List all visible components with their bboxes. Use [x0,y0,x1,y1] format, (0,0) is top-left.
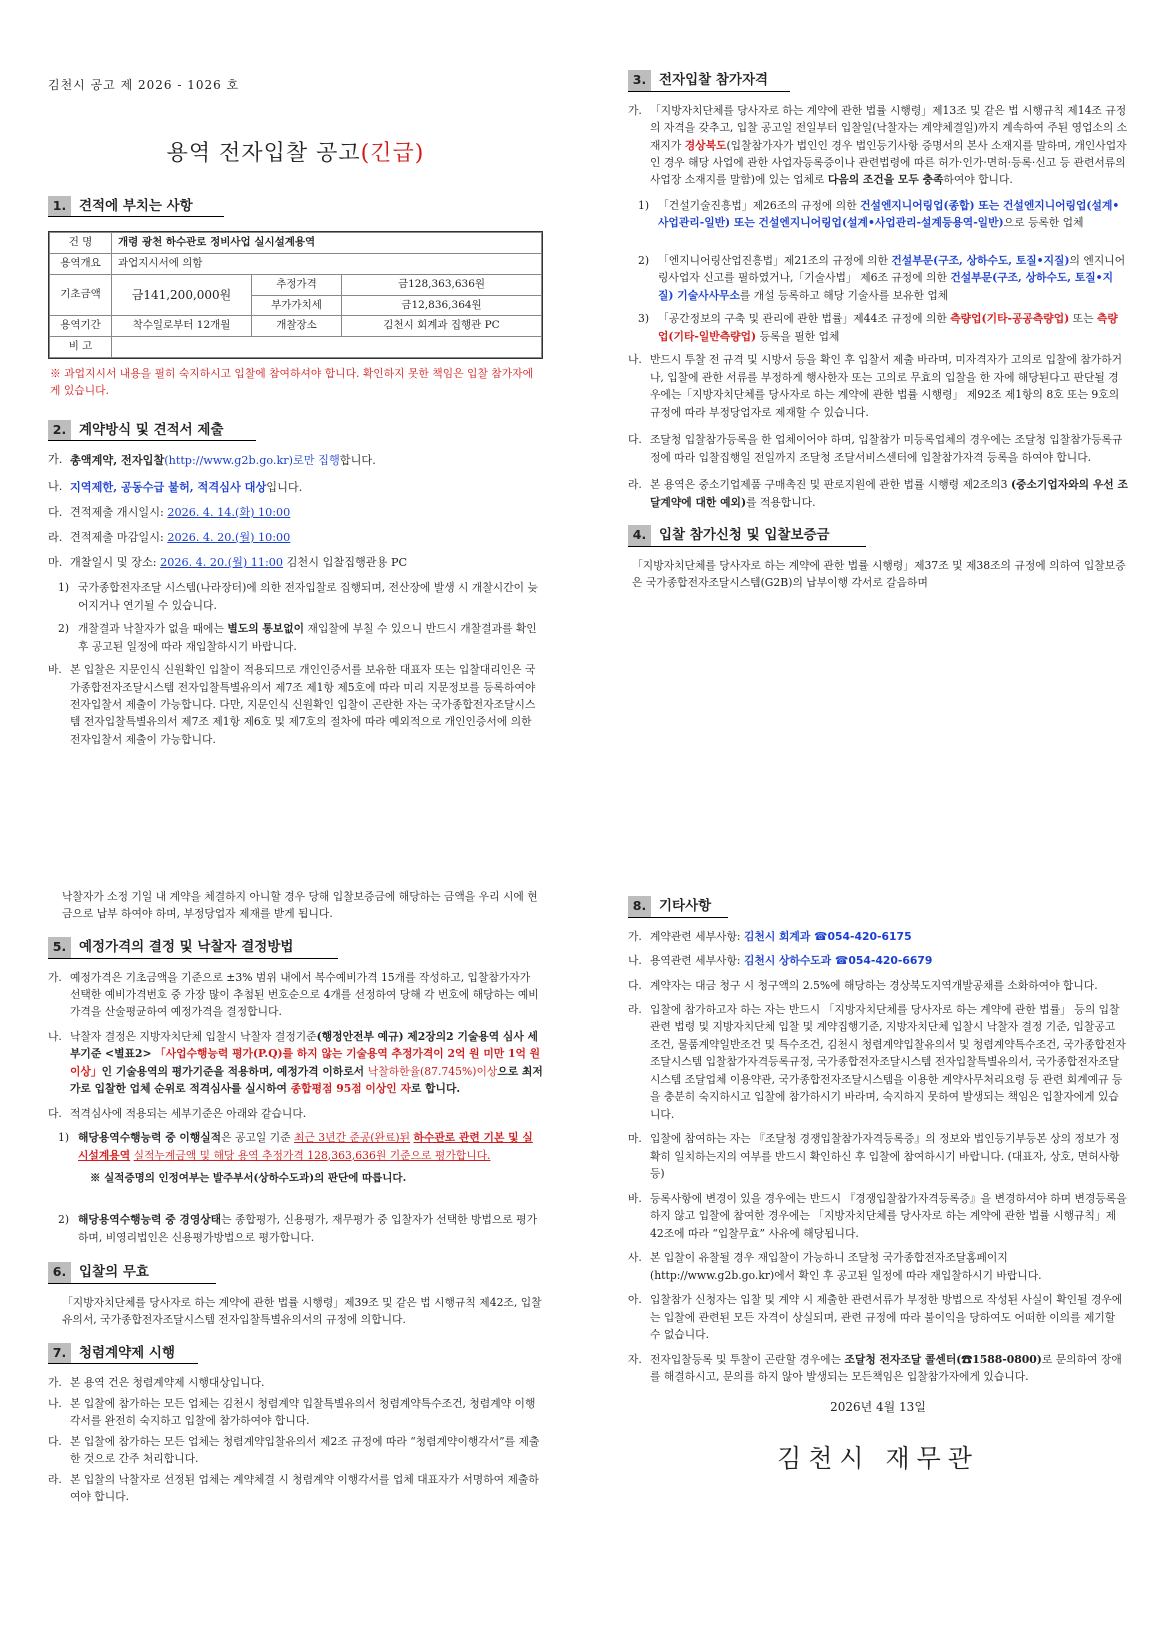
item-text: 로 문의하여 장애를 해결하시고, 문의를 하지 않아 발생되는 모든책임은 입찰참가자에게 있습니다. [650,1352,1122,1384]
item-marker: 나. [48,1396,62,1410]
license-type: 건설부문(구조, 상하수도, 토질•지질) [891,253,1070,267]
call-center: 조달청 전자조달 콜센터(☎1588-0800) [844,1352,1042,1366]
item-text: 입찰에 참여하는 자는 『조달청 경쟁입찰참가자격등록증』의 정보와 법인등기부등본 상의 정보가 정확히 일치하는지의 여부를 반드시 확인하신 후 입찰에 참여하시기 바랍니다. (대표자, 상호, 면허사항 등) [650,1132,1120,1181]
item-7-da [48,1433,543,1468]
section-2-heading [48,420,256,442]
item-text-bold: 으로 최저가로 입찰한 업체 순위로 적격심사를 실시하여 [70,1064,543,1096]
item-text: 「건설기술진흥법」제26조의 규정에 의한 [658,198,861,212]
item-text: 전자입찰등록 및 투찰이 곤란할 경우에는 [650,1352,845,1366]
item-3-ga [628,102,1128,189]
item-marker: 나. [628,954,642,968]
table-label: 용역개요 [50,254,112,275]
item-marker: 마. [48,555,63,569]
item-text: 개찰결과 낙찰자가 없을 때에는 [78,622,228,636]
item-marker: 다. [48,505,63,519]
bottom-right-column [628,896,1128,1480]
deadline-datetime: 2026. 4. 20.(월) 10:00 [167,530,291,544]
license-type: 측량업(기타-일반측량업) [658,312,1118,343]
item-2-ba [48,661,543,748]
table-label: 비 고 [50,337,112,358]
item-text: 계약관련 세부사항: [650,929,744,943]
item-8-na [628,952,1128,969]
item-marker: 2) [638,253,650,267]
item-4-continued: 낙찰자가 소정 기일 내 계약을 체결하지 아니할 경우 당해 입찰보증금에 해당하는 금액을 우리 시에 현금으로 납부 하여야 하며, 부정당업자 제재를 받게 됩니다. [62,890,538,921]
item-8-a [628,1291,1128,1343]
item-3-da [628,431,1128,466]
item-8-ba [628,1190,1128,1242]
item-5-na [48,1028,543,1098]
table-label: 개찰장소 [252,316,342,337]
bid-info-table [48,231,543,359]
item-marker: 1) [58,1131,70,1145]
section-number: 4. [628,525,651,546]
project-name: 개령 광천 하수관로 정비사업 실시설계용역 [112,233,542,254]
item-marker: 가. [628,103,642,117]
base-amount: 금141,200,000원 [112,274,252,316]
item-2-ra [48,529,543,547]
item-text: 적격심사에 적용되는 세부기준은 아래와 같습니다. [70,1106,307,1120]
title-main: 용역 전자입찰 공고 [166,141,361,167]
item-marker: 3) [638,312,650,326]
service-contact: 김천시 상하수도과 ☎054-420-6679 [743,954,933,968]
license-type: 측량업(기타-공공측량업) [950,312,1070,326]
item-text: 견적제출 마감일시: [70,530,168,544]
section-number: 6. [48,1262,71,1283]
item-text: 등록사항에 변경이 있을 경우에는 반드시 『경쟁입찰참가자격등록증』을 변경하셔야 하며 변경등록을 하지 않고 입찰에 참여한 경우에는 「지방자치단체를 당사자로 하는 계약에 관한 법률 시행규칙」제42조에 따라 “입찰무효” 사유에 해당됩니다. [650,1191,1127,1240]
item-marker: 바. [628,1191,642,1205]
item-2-ma-1 [48,579,543,614]
performance-basis: 실적누계금액 및 해당 용역 추정가격 128,363,636원 기준으로 평가합니다. [133,1148,491,1162]
evaluation-standard: 「사업수행능력 평가(P.Q)를 하지 않는 기술용역 추정가격이 2억 원 미만 1억 원 이상」 [70,1047,541,1078]
item-3-na [628,351,1128,421]
item-text-bold: (행정안전부 예규) 제2장의2 기술용역 심사 세부기준 <별표2> [70,1029,538,1061]
section-number: 2. [48,420,71,441]
item-marker: 사. [628,1251,642,1265]
item-2-da [48,504,543,522]
item-marker: 2) [58,1213,70,1227]
table-label: 부가가치세 [252,295,342,316]
item-text: 김천시 입찰집행관용 PC [283,555,408,569]
g2b-link[interactable]: (http://www.g2b.go.kr)로만 집행 [164,454,340,468]
section-6-heading [48,1262,216,1284]
section-5-heading [48,937,338,959]
contract-type: 총액계약, 전자입찰 [70,453,165,468]
section-number: 7. [48,1343,71,1364]
item-text: 낙찰자 결정은 지방자치단체 입찰시 낙찰자 결정기준 [70,1029,317,1043]
item-text: 예정가격은 기초금액을 기준으로 ±3% 범위 내에서 복수예비가격 15개를 작성하고, 입찰참가자가 선택한 예비가격번호 중 가장 많이 추첨된 번호순으로 4개를 선정하여 당해 각 번호에 해당하는 예비가격을 산술평균하여 예정가격을 결정합니다. [70,970,539,1019]
item-3-3 [628,310,1128,345]
item-marker: 가. [48,453,63,467]
performance-period: 최근 3년간 준공(완료)된 [293,1131,411,1145]
item-5-ga [48,969,543,1021]
item-marker: 바. [48,663,62,677]
section-title: 기타사항 [659,898,712,914]
performance-field: 하수관로 관련 기본 및 실시설계용역 [78,1131,533,1162]
item-8-ra [628,1001,1128,1123]
bid-conditions: 지역제한, 공동수급 불허, 적격심사 대상 [70,479,267,494]
table-label: 건 명 [50,233,112,254]
item-text: 국가종합전자조달 시스템(나라장터)에 의한 전자입찰로 집행되며, 전산장에 발생 시 개찰시간이 늦어지거나 연기될 수 있습니다. [78,581,538,612]
item-text: 조달청 입찰참가등록을 한 업체이어야 하며, 입찰참가 미등록업체의 경우에는 조달청 입찰참가등록규정에 따라 입찰집행일 전일까지 조달청 조달서비스센터에 입찰참가자격 등록을 하여야 합니다. [650,433,1123,464]
section-number: 1. [48,196,71,217]
table-label: 기초금액 [50,274,112,316]
item-marker: 아. [628,1293,642,1307]
section-4-heading [628,525,866,547]
item-8-da [628,977,1128,994]
item-marker: 다. [48,1106,62,1120]
item-marker: 마. [628,1132,642,1146]
item-marker: 가. [628,929,642,943]
opening-place: 김천시 회계과 집행관 PC [342,316,542,337]
section-number: 8. [628,896,651,917]
item-8-ma [628,1130,1128,1182]
contract-contact: 김천시 회계과 ☎054-420-6175 [743,929,912,943]
item-7-ga [48,1374,543,1391]
bottom-left-column [48,888,543,1509]
item-marker: 가. [48,970,62,984]
item-marker: 라. [628,1003,642,1016]
section-3-heading [628,70,790,92]
item-8-ja [628,1351,1128,1386]
item-text: 계약자는 대금 청구 시 청구액의 2.5%에 해당하는 경상북도지역개발공채를 소화하여야 합니다. [650,978,1098,992]
item-marker: 1) [58,581,70,595]
title-urgent: (긴급) [360,141,425,167]
item-text: 본 입찰은 지문인식 신원확인 입찰이 적용되므로 개인인증서를 보유한 대표자 또는 입찰대리인은 국가종합전자조달시스템 전자입찰특별유의서 제7조 제1항 제5호에 따라 미리 지문정보를 등록하여야 전자입찰서 제출이 가능합니다. 다만, 지문인식 신원확인 입찰이 곤란한 자는 국가종합전자조달시스템 전자입찰특별유의서 제7조 제1항 제6호 및 제7호의 절차에 따라 예외적으로 개인인증서에 의한 전자입찰서 제출이 가능합니다. [70,663,536,746]
item-5-da-2 [48,1211,543,1246]
signer: 김천시 재무관 [777,1444,979,1474]
item-7-ra [48,1471,543,1506]
section-7-heading [48,1343,198,1365]
item-5-note: ※ 실적증명의 인정여부는 발주부서(상하수도과)의 판단에 따릅니다. [90,1172,407,1185]
item-text: 본 용역은 중소기업제품 구매촉진 및 판로지원에 관한 법률 시행령 제2조의3 [650,478,1011,492]
item-2-ma-2 [48,620,543,655]
pass-score: 종합평점 95점 이상인 자 [290,1082,411,1096]
item-text: (입찰참가자가 법인인 경우 법인등기사항 증명서의 본사 소재지를 말하며, 개인사업자인 경우 해당 사업에 관한 사업자등록증이나 관련법령에 따른 허가·인가·면허·등록·신고 등 관련서류의 사업장 소재지를 말함)에 있는 업체로 [650,138,1127,187]
region-name: 경상북도 [684,138,727,152]
item-8-ga [628,928,1128,945]
item-text-bold: 별도의 통보없이 [227,622,305,636]
item-text: 개찰일시 및 장소: [70,555,161,569]
item-4-text: 「지방자치단체를 당사자로 하는 계약에 관한 법률 시행령」제37조 및 제38조의 규정에 의하여 입찰보증은 국가종합전자조달시스템(G2B)의 납부이행 각서로 갈음하며 [632,558,1126,590]
opening-datetime: 2026. 4. 20.(월) 11:00 [160,555,284,569]
item-2-na [48,478,543,497]
section-number: 5. [48,937,71,958]
item-text: 의 엔지니어링사업자 신고를 필하였거나,「기술사법」 제6조 규정에 의한 [658,253,1126,285]
item-text: 본 용역 건은 청렴계약제 시행대상입니다. [70,1376,265,1390]
item-marker: 나. [48,1029,62,1043]
item-7-na [48,1395,543,1430]
remarks [112,337,542,358]
page-title [48,141,543,167]
lower-limit-rate: 낙찰하한율(87.745%)이상 [367,1064,498,1078]
item-3-1 [628,197,1128,232]
item-text-bold: 해당용역수행능력 중 경영상태 [78,1213,222,1227]
top-right-column [628,70,1128,592]
item-6-text: 「지방자치단체를 당사자로 하는 계약에 관한 법률 시행령」제39조 및 같은 법 시행규칙 제42조, 입찰유의서, 국가종합전자조달시스템 전자입찰특별유의서의 규정에 의합니다. [62,1295,542,1327]
item-marker: 라. [48,530,63,544]
item-text: 재입찰에 부칠 수 있으니 반드시 개찰결과를 확인 후 공고된 일정에 따라 재입찰하시기 바랍니다. [78,622,537,653]
item-text: 용역관련 세부사항: [650,954,744,968]
item-marker: 다. [628,978,642,992]
item-marker: 자. [628,1352,642,1366]
item-8-sa [628,1249,1128,1284]
item-text: 「지방자치단체를 당사자로 하는 계약에 관한 법률 시행령」제13조 및 같은 법 시행규칙 제14조 규정의 자격을 갖추고, 입찰 공고일 전일부터 입찰일(낙찰자는 계약체결일)까지 계속하여 주된 영업소의 소재지가 [650,103,1128,152]
vat-amount: 금12,836,364원 [342,295,542,316]
item-text-bold: (중소기업자와의 우선 조달계약에 대한 예외) [650,478,1128,509]
section-title: 전자입찰 참가자격 [659,72,769,88]
item-marker: 나. [628,353,642,367]
item-text-bold: 다음의 조건을 모두 충족 [827,173,944,187]
section-title: 입찰 참가신청 및 입찰보증금 [659,527,830,544]
table-warning: ※ 과업지시서 내용을 필히 숙지하시고 입찰에 참여하셔야 합니다. 확인하지 못한 책임은 입찰 참가자에게 있습니다. [50,366,534,398]
item-text-bold: 로 합니다. [410,1082,461,1096]
project-overview: 과업지시서에 의함 [112,254,542,275]
top-left-column [48,76,543,755]
section-title: 청렴계약제 시행 [79,1344,175,1361]
item-text: 견적제출 개시일시: [70,505,168,519]
start-datetime: 2026. 4. 14.(화) 10:00 [167,505,291,519]
item-text: 입니다. [266,480,303,494]
item-marker: 라. [628,478,642,492]
item-marker: 1) [638,198,650,212]
item-text: 는 종합평가, 신용평가, 재무평가 중 입찰자가 선택한 방법으로 평가하며, 비영리법인은 신용평가방법으로 평가합니다. [78,1213,538,1244]
table-label: 용역기간 [50,316,112,337]
section-1-heading [48,196,224,218]
estimated-price: 금128,363,636원 [342,274,542,295]
item-text: 를 적용합니다. [746,495,816,509]
item-text: 본 입찰의 낙찰자로 선정된 업체는 계약체결 시 청렴계약 이행각서를 업체 대표자가 서명하여 제출하여야 합니다. [70,1472,539,1504]
item-2-ma [48,554,543,572]
item-text-bold: 인 기술용역의 평가기준을 적용하며, 예정가격 이하로서 [101,1064,368,1078]
item-5-da [48,1105,543,1122]
item-text: 합니다. [339,454,376,468]
item-text: 「공간정보의 구축 및 관리에 관한 법률」제44조 규정에 의한 [658,312,951,326]
item-3-2 [628,252,1128,304]
item-text: 입찰참가 신청자는 입찰 및 계약 시 제출한 관련서류가 부정한 방법으로 작성된 사실이 확인될 경우에는 입찰에 관련된 모든 자격이 상실되며, 관련 규정에 따라 불이익을 당하여도 어떠한 이의를 제기할 수 없습니다. [650,1293,1123,1342]
item-text: 를 개설 등록하고 해당 기술사를 보유한 업체 [739,288,949,302]
item-marker: 2) [58,622,70,636]
table-label: 추정가격 [252,274,342,295]
license-type: 건설부문(구조, 상하수도, 토질•지질) 기술사사무소 [658,271,1114,302]
notice-date: 2026년 4월 13일 [830,1399,926,1414]
notice-number: 김천시 공고 제 2026 - 1026 호 [48,78,240,92]
section-title: 입찰의 무효 [79,1264,149,1281]
section-title: 견적에 부치는 사항 [79,197,193,214]
item-marker: 나. [48,479,63,493]
item-text: 입찰에 참가하고자 하는 자는 반드시 「지방자치단체를 당사자로 하는 계약에 관한 법률」 등의 입찰관련 법령 및 지방자치단체 입찰 및 계약집행기준, 지방자치단체 입찰시 낙찰자 결정 기준, 입찰공고 조건, 물품계약일반조건 및 특수조건, 김천시 청렴계약입찰유의서 및 청렴계약특수조건, 국가종합전자조달시스템 입찰참가자격등록규정, 국가종합전자조달시스템 전자입찰특별유의서, 국가종합전자조달시스템 조달업체 이용약관, 국가종합전자조달시스템을 이용한 계약사무처리요령 등 관련 회계예규 등을 충분히 숙지하시고 입찰에 참가하시기 바라며, 숙지하지 못하여 발생되는 책임은 입찰자에게 있습니다. [650,1003,1126,1121]
license-type: 건설엔지니어링업(종합) 또는 건설엔지니어링업(설계•사업관리-일반) 또는 건설엔지니어링업(설계•사업관리-설계등용역-일반) [658,198,1120,230]
item-text: 본 입찰이 유찰될 경우 재입찰이 가능하니 조달청 국가종합전자조달홈페이지(http://www.g2b.go.kr)에서 확인 후 공고된 일정에 따라 재입찰하시기 바랍니다. [650,1251,1042,1282]
item-3-ra [628,476,1128,511]
item-text: 본 입찰에 참가하는 모든 업체는 청렴계약입찰유의서 제2조 규정에 따라 “청렴계약이행각서”를 제출한 것으로 간주 처리합니다. [70,1434,540,1466]
item-text-bold: 해당용역수행능력 중 이행실적 [78,1131,222,1145]
item-text: 등록을 필한 업체 [756,329,840,343]
item-text: 은 공고일 기준 [221,1131,294,1145]
item-text: 하여야 합니다. [943,173,1013,187]
item-text: 으로 등록한 업체 [1003,216,1084,230]
item-text: 「엔지니어링산업진흥법」제21조의 규정에 의한 [658,253,892,267]
service-period: 착수일로부터 12개월 [112,316,252,337]
section-8-heading [628,896,728,918]
item-marker: 다. [48,1434,62,1448]
item-2-ga [48,451,543,470]
item-marker: 다. [628,433,642,447]
item-text: 또는 [1069,312,1097,326]
item-text: 본 입찰에 참가하는 모든 업체는 김천시 청렴계약 입찰특별유의서 청렴계약특수조건, 청렴계약 이행각서를 완전히 숙지하고 입찰에 참가하여야 합니다. [70,1396,536,1428]
item-marker: 라. [48,1472,62,1486]
item-5-da-1 [48,1129,543,1164]
item-marker: 가. [48,1376,62,1390]
section-number: 3. [628,70,651,91]
item-text: 반드시 투찰 전 규격 및 시방서 등을 확인 후 입찰서 제출 바라며, 미자격자가 고의로 입찰에 참가하거나, 입찰에 관한 서류를 부정하게 행사한자 또는 고의로 무효의 입찰을 한 자에 해당된다고 판단될 경우에는「지방자치단체를 당사자로 하는 계약에 관한 법률 시행령」 제92조 제1항의 8호 또는 9호의 규정에 따라 부정당업자로 제재할 수 있습니다. [650,353,1123,419]
section-title: 예정가격의 결정 및 낙찰자 결정방법 [79,938,294,955]
section-title: 계약방식 및 견적서 제출 [79,421,224,438]
